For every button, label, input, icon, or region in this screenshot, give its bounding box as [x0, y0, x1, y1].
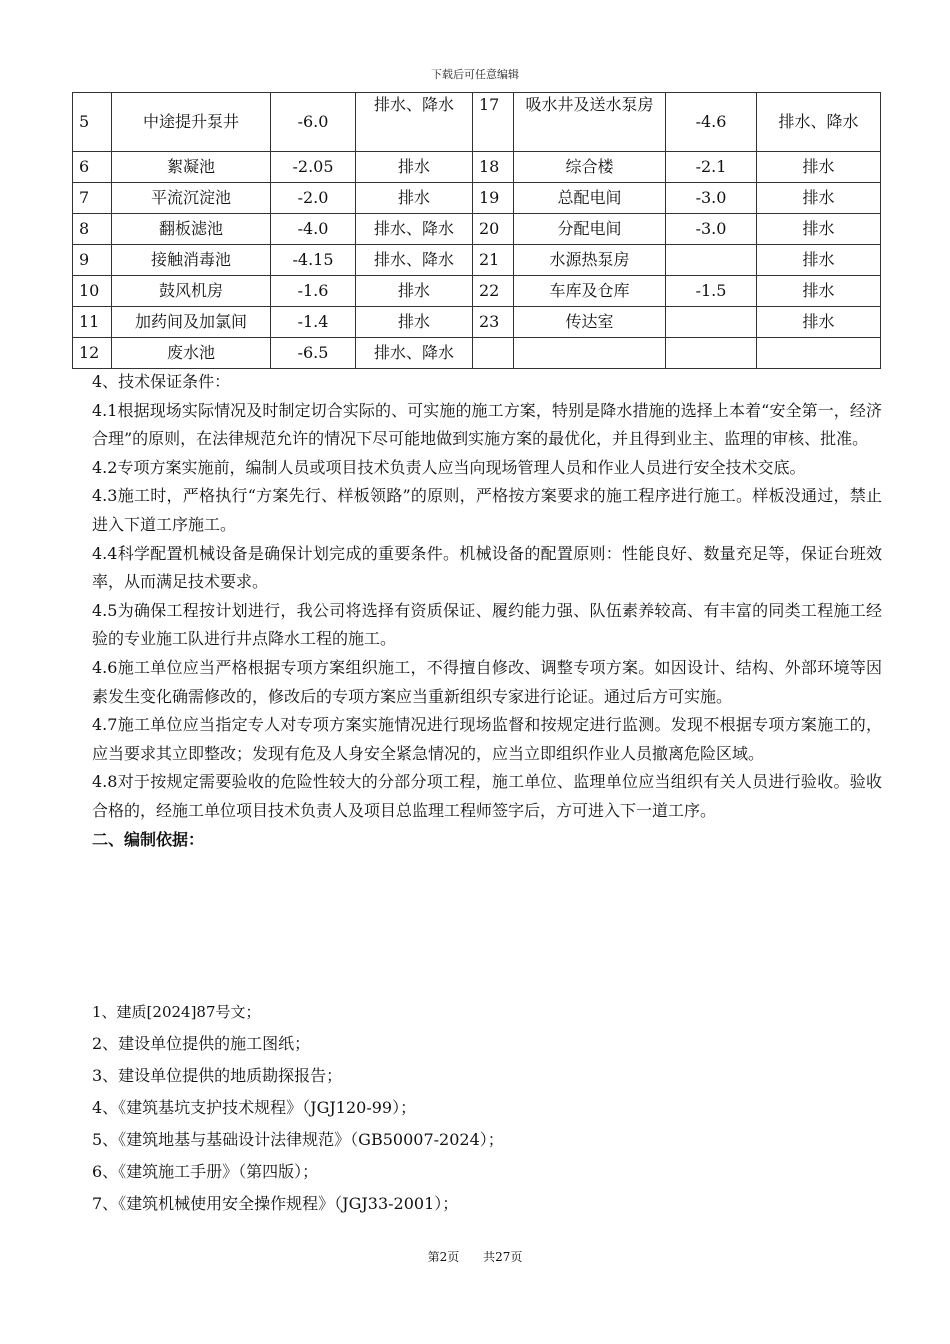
reference-item: 1、建质[2024]87号文； [92, 1003, 261, 1021]
table-cell [666, 245, 757, 276]
table-cell: 排水 [356, 276, 473, 307]
table-cell [666, 338, 757, 369]
paragraph: 4.3施工时，严格执行“方案先行、样板领路”的原则，严格按方案要求的施工程序进行施工。样板没通过，禁止进入下道工序施工。 [92, 486, 882, 534]
page-total: 共27页 [483, 1250, 523, 1264]
table-cell: 排水 [757, 276, 881, 307]
paragraph: 4.7施工单位应当指定专人对专项方案实施情况进行现场监督和按规定进行监测。发现不根据专项方案施工的，应当要求其立即整改；发现有危及人身安全紧急情况的，应当立即组织作业人员撤离危险区域。 [92, 715, 882, 763]
drainage-table [72, 92, 881, 369]
table-cell: 排水、降水 [356, 245, 473, 276]
table-row [73, 276, 881, 307]
reference-item: 5、《建筑地基与基础设计法律规范》（GB50007-2024）； [92, 1130, 504, 1149]
table-cell: 排水、降水 [356, 93, 473, 152]
page-number: 第2页 [427, 1250, 460, 1264]
reference-item: 7、《建筑机械使用安全操作规程》（JGJ33-2001）； [92, 1194, 459, 1213]
table-cell: -3.0 [666, 214, 757, 245]
reference-list [92, 996, 882, 1220]
table-cell: -2.0 [271, 183, 356, 214]
body-text [92, 368, 882, 854]
page-header: 下载后可任意编辑 [431, 68, 519, 81]
table-cell [473, 338, 514, 369]
table-cell: 排水 [757, 307, 881, 338]
table-row [73, 152, 881, 183]
table-row [73, 183, 881, 214]
table-cell: 排水 [356, 152, 473, 183]
reference-item: 4、《建筑基坑支护技术规程》（JGJ120-99）； [92, 1098, 417, 1117]
reference-item: 3、建设单位提供的地质勘探报告； [92, 1066, 343, 1085]
table-cell: 9 [73, 245, 112, 276]
table-cell: 废水池 [112, 338, 271, 369]
table-cell: 23 [473, 307, 514, 338]
table-cell: 水源热泵房 [514, 245, 666, 276]
table-row [73, 93, 881, 152]
table-cell: -4.15 [271, 245, 356, 276]
table-cell [666, 307, 757, 338]
table-cell: 7 [73, 183, 112, 214]
table-cell: 5 [73, 93, 112, 152]
table-cell: 排水 [757, 214, 881, 245]
table-cell: 18 [473, 152, 514, 183]
paragraph: 4.5为确保工程按计划进行，我公司将选择有资质保证、履约能力强、队伍素养较高、有丰富的同类工程施工经验的专业施工队进行井点降水工程的施工。 [92, 600, 882, 649]
paragraph: 4.8对于按规定需要验收的危险性较大的分部分项工程，施工单位、监理单位应当组织有关人员进行验收。验收合格的，经施工单位项目技术负责人及项目总监理工程师签字后，方可进入下一道工序。 [92, 772, 882, 820]
table-row [73, 214, 881, 245]
table-cell: 鼓风机房 [112, 276, 271, 307]
table-cell: 19 [473, 183, 514, 214]
table-cell: 排水 [356, 307, 473, 338]
table-cell: 翻板滤池 [112, 214, 271, 245]
paragraph: 4.1根据现场实际情况及时制定切合实际的、可实施的施工方案，特别是降水措施的选择上本着“安全第一，经济合理”的原则，在法律规范允许的情况下尽可能地做到实施方案的最优化，并且得到业主、监理的审核、批准。 [92, 400, 882, 449]
table-cell: -1.4 [271, 307, 356, 338]
table-cell: 排水 [757, 245, 881, 276]
paragraph: 4.6施工单位应当严格根据专项方案组织施工，不得擅自修改、调整专项方案。如因设计、结构、外部环境等因素发生变化确需修改的，修改后的专项方案应当重新组织专家进行论证。通过后方可实施。 [92, 657, 882, 706]
section-title: 二、编制依据： [92, 829, 205, 849]
table-cell: 排水 [757, 152, 881, 183]
table-cell: 分配电间 [514, 214, 666, 245]
table-cell: 中途提升泵井 [112, 93, 271, 152]
table-cell: -4.0 [271, 214, 356, 245]
reference-item: 6、《建筑施工手册》（第四版）； [92, 1162, 319, 1181]
paragraph: 4.4科学配置机械设备是确保计划完成的重要条件。机械设备的配置原则：性能良好、数量充足等，保证台班效率，从而满足技术要求。 [92, 543, 882, 592]
table-cell: -6.5 [271, 338, 356, 369]
page-footer [0, 1248, 950, 1265]
reference-item: 2、建设单位提供的施工图纸； [92, 1034, 311, 1053]
table-cell: 排水 [356, 183, 473, 214]
table-cell: -6.0 [271, 93, 356, 152]
table-cell: -1.5 [666, 276, 757, 307]
table-cell: 加药间及加氯间 [112, 307, 271, 338]
table-cell: 8 [73, 214, 112, 245]
table-cell: 22 [473, 276, 514, 307]
table-row [73, 245, 881, 276]
table-cell: 总配电间 [514, 183, 666, 214]
table-cell: 传达室 [514, 307, 666, 338]
table-cell: 综合楼 [514, 152, 666, 183]
table-row [73, 307, 881, 338]
table-row [73, 338, 881, 369]
table-cell: -4.6 [666, 93, 757, 152]
table-cell: 12 [73, 338, 112, 369]
table-cell: 11 [73, 307, 112, 338]
table-cell: 6 [73, 152, 112, 183]
table-cell: 排水、降水 [356, 338, 473, 369]
table-cell: 平流沉淀池 [112, 183, 271, 214]
table-cell: 吸水井及送水泵房 [514, 93, 666, 152]
table-cell: 17 [473, 93, 514, 152]
table-cell: 车库及仓库 [514, 276, 666, 307]
table-cell: 排水 [757, 183, 881, 214]
table-cell: 排水、降水 [757, 93, 881, 152]
paragraph: 4.2专项方案实施前，编制人员或项目技术负责人应当向现场管理人员和作业人员进行安全技术交底。 [92, 457, 806, 477]
table-cell: -2.1 [666, 152, 757, 183]
table-cell: -2.05 [271, 152, 356, 183]
table-cell [514, 338, 666, 369]
table-cell: 10 [73, 276, 112, 307]
section-heading: 4、技术保证条件： [92, 372, 231, 391]
table-cell: 絮凝池 [112, 152, 271, 183]
table-cell: -3.0 [666, 183, 757, 214]
table-cell [757, 338, 881, 369]
table-cell: 21 [473, 245, 514, 276]
table-cell: 排水、降水 [356, 214, 473, 245]
table-cell: 20 [473, 214, 514, 245]
table-cell: -1.6 [271, 276, 356, 307]
table-cell: 接触消毒池 [112, 245, 271, 276]
